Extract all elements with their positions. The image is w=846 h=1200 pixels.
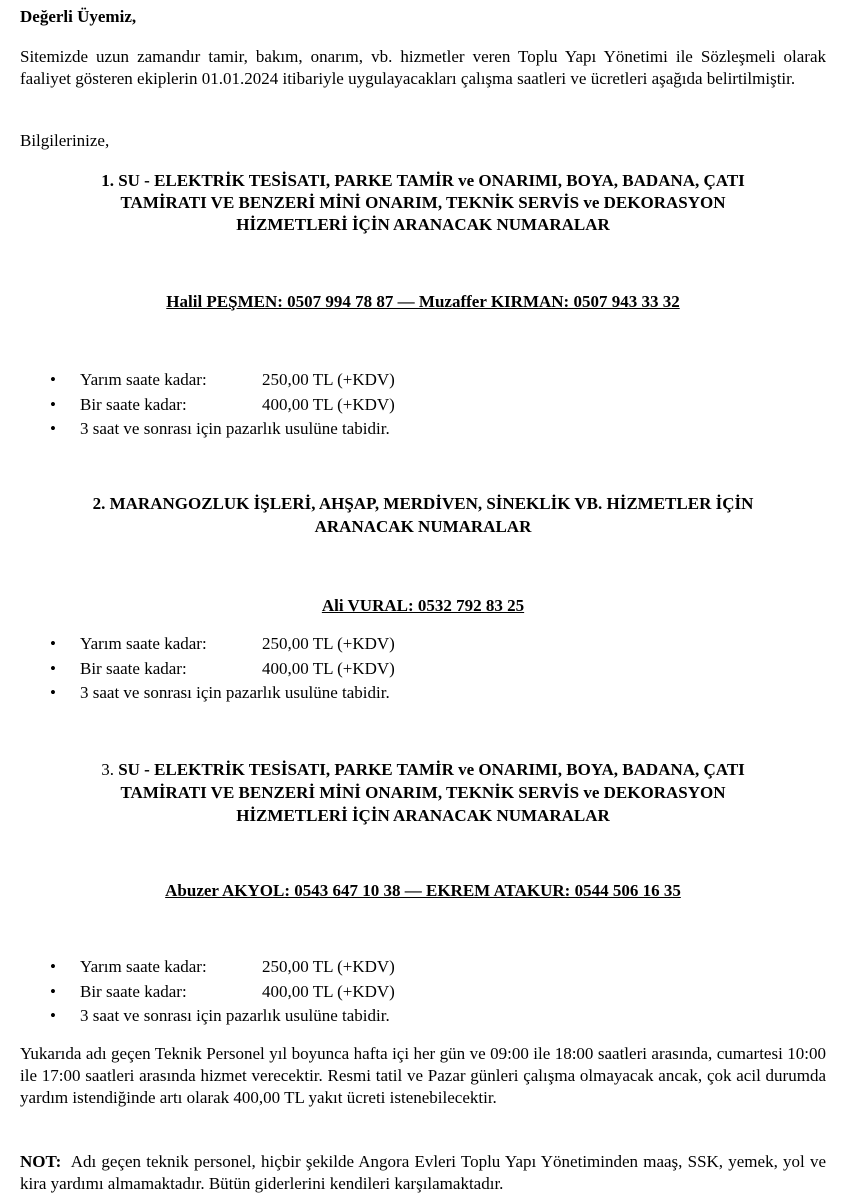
list-item <box>50 658 650 683</box>
list-item <box>50 418 650 443</box>
note-label: NOT: <box>20 1152 62 1171</box>
rate-label: Bir saate kadar: <box>80 658 187 678</box>
bullet-icon: • <box>50 394 56 414</box>
rate-note: 3 saat ve sonrası için pazarlık usulüne tabidir. <box>80 683 390 702</box>
working-hours-paragraph: Yukarıda adı geçen Teknik Personel yıl boyunca hafta içi her gün ve 09:00 ile 18:00 saatleri arasında, cumartesi 10:00 ile 17:00 saatleri arasında hizmet verecektir. Resmi tatil ve Pazar günleri çalışma olmayacak ancak, çok acil durumda yardım istendiğinde artı olarak 400,00 TL yakıt ücreti istenebilecektir. <box>20 1044 826 1107</box>
rate-value: 400,00 TL (+KDV) <box>262 981 395 1001</box>
rate-label: Yarım saate kadar: <box>80 370 207 389</box>
section-3-rate-list <box>50 956 650 1030</box>
bullet-icon: • <box>50 658 56 678</box>
bullet-icon: • <box>50 981 56 1001</box>
rate-value: 250,00 TL (+KDV) <box>262 957 395 976</box>
section-number: 1. <box>101 171 114 190</box>
rate-note: 3 saat ve sonrası için pazarlık usulüne tabidir. <box>80 1006 390 1025</box>
info-line: Bilgilerinize, <box>20 131 110 150</box>
section-2-title-line-2: ARANACAK NUMARALAR <box>314 517 532 536</box>
rate-value: 400,00 TL (+KDV) <box>262 658 395 678</box>
rate-note: 3 saat ve sonrası için pazarlık usulüne tabidir. <box>80 419 390 438</box>
bullet-icon: • <box>50 683 56 702</box>
intro-paragraph: Sitemizde uzun zamandır tamir, bakım, onarım, vb. hizmetler veren Toplu Yapı Yönetimi ile Sözleşmeli olarak faaliyet gösteren ekiplerin 01.01.2024 itibariyle uygulayacakları çalışma saatleri ve ücretleri aşağıda belirtilmiştir. <box>20 47 826 88</box>
section-title: SU - ELEKTRİK TESİSATI, PARKE TAMİR ve ONARIMI, BOYA, BADANA, ÇATI <box>118 171 745 190</box>
section-number: 3. <box>101 760 114 779</box>
list-item <box>50 633 650 658</box>
section-2-title-line-1 <box>20 493 826 515</box>
note-text: Adı geçen teknik personel, hiçbir şekilde Angora Evleri Toplu Yapı Yönetiminden maaş, SSK, yemek, yol ve kira yardımı almamaktadır. Bütün giderlerini kendileri karşılamaktadır. <box>20 1152 826 1193</box>
rate-label: Yarım saate kadar: <box>80 957 207 976</box>
list-item <box>50 369 650 394</box>
section-2-contacts: Ali VURAL: 0532 792 83 25 <box>321 596 525 615</box>
section-number: 2. <box>92 494 106 513</box>
rate-value: 250,00 TL (+KDV) <box>262 634 395 653</box>
section-3-contacts: Abuzer AKYOL: 0543 647 10 38 — EKREM ATAKUR: 0544 506 16 35 <box>165 881 681 900</box>
bullet-icon: • <box>50 1006 56 1025</box>
bullet-icon: • <box>50 370 56 389</box>
rate-label: Yarım saate kadar: <box>80 634 207 653</box>
section-2-rate-list <box>50 633 650 707</box>
bullet-icon: • <box>50 957 56 976</box>
bullet-icon: • <box>50 634 56 653</box>
greeting: Değerli Üyemiz, <box>20 7 137 26</box>
section-1-title-line-1 <box>20 170 826 192</box>
section-title: MARANGOZLUK İŞLERİ, AHŞAP, MERDİVEN, SİNEKLİK VB. HİZMETLER İÇİN <box>109 494 754 513</box>
list-item <box>50 981 650 1006</box>
bullet-icon: • <box>50 419 56 438</box>
section-3-title-line-2: TAMİRATI VE BENZERİ MİNİ ONARIM, TEKNİK SERVİS ve DEKORASYON <box>120 783 726 802</box>
section-1-title-line-3: HİZMETLERİ İÇİN ARANACAK NUMARALAR <box>236 215 610 234</box>
list-item <box>50 956 650 981</box>
rate-label: Bir saate kadar: <box>80 394 187 414</box>
list-item <box>50 682 650 707</box>
list-item <box>50 1005 650 1030</box>
list-item <box>50 394 650 419</box>
section-1-contacts: Halil PEŞMEN: 0507 994 78 87 — Muzaffer KIRMAN: 0507 943 33 32 <box>166 292 680 311</box>
section-title: SU - ELEKTRİK TESİSATI, PARKE TAMİR ve ONARIMI, BOYA, BADANA, ÇATI <box>118 760 745 779</box>
section-1-rate-list <box>50 369 650 443</box>
rate-label: Bir saate kadar: <box>80 981 187 1001</box>
section-3-title-line-1 <box>20 759 826 781</box>
rate-value: 400,00 TL (+KDV) <box>262 394 395 414</box>
section-3-title-line-3: HİZMETLERİ İÇİN ARANACAK NUMARALAR <box>236 806 610 825</box>
rate-value: 250,00 TL (+KDV) <box>262 370 395 389</box>
section-1-title-line-2: TAMİRATI VE BENZERİ MİNİ ONARIM, TEKNİK SERVİS ve DEKORASYON <box>120 193 726 212</box>
note-paragraph <box>20 1151 826 1195</box>
